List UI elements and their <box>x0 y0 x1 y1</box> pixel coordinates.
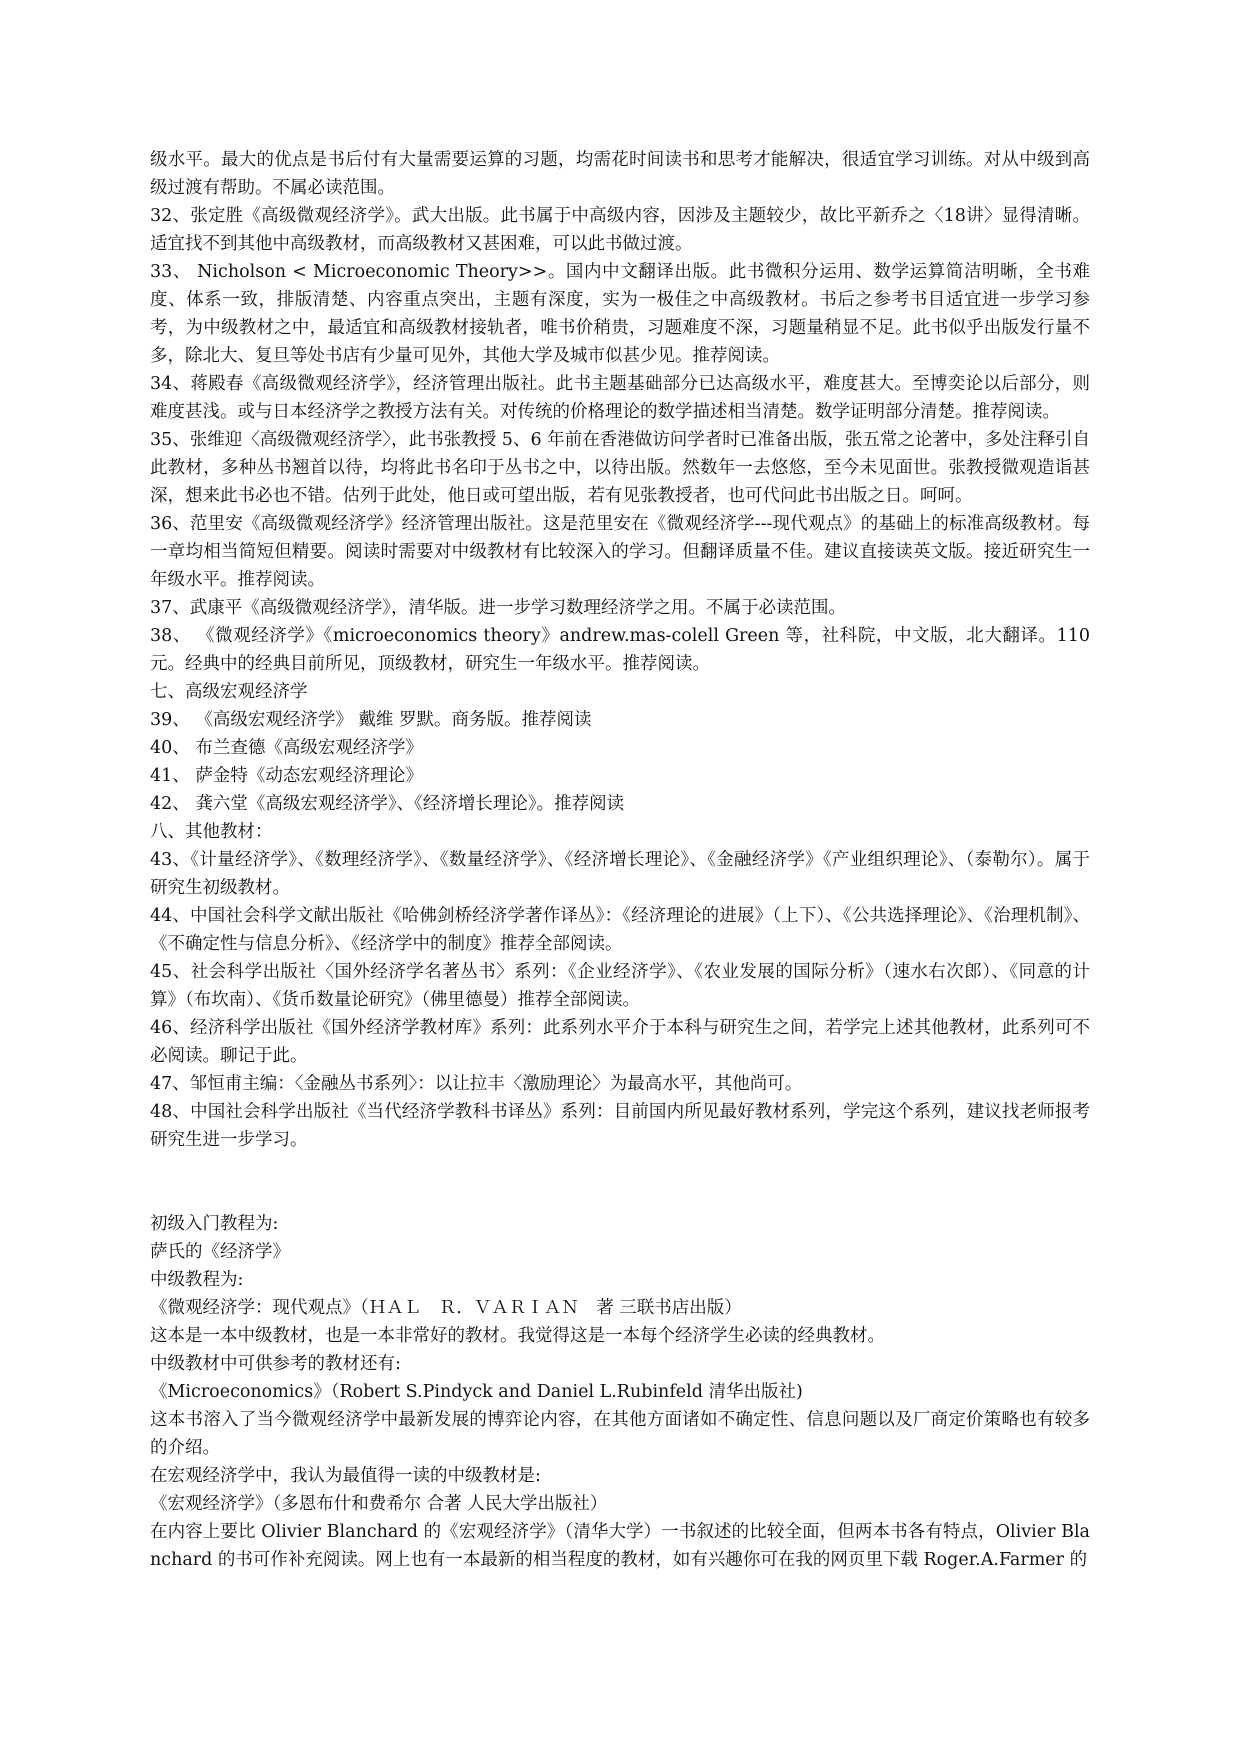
paragraph: 在宏观经济学中，我认为最值得一读的中级教材是: <box>150 1466 541 1486</box>
paragraph: 44、中国社会科学文献出版社《哈佛剑桥经济学著作译丛》：《经济理论的进展》（上下）、《公共选择理论》、《治理机制》、《不确定性与信息分析》、《经济学中的制度》推荐全部阅读。 <box>150 906 1090 954</box>
paragraph: 48、中国社会科学出版社《当代经济学教科书译丛》系列：目前国内所见最好教材系列，学完这个系列，建议找老师报考研究生进一步学习。 <box>150 1102 1090 1150</box>
paragraph: 中级教材中可供参考的教材还有: <box>150 1354 401 1374</box>
paragraph: 中级教程为: <box>150 1270 244 1290</box>
paragraph: 45、社会科学出版社〈国外经济学名著丛书〉系列：《企业经济学》、《农业发展的国际分析》（速水右次郎）、《同意的计算》（布坎南）、《货币数量论研究》（佛里德曼）推荐全部阅读。 <box>150 962 1090 1010</box>
section-gap <box>150 1154 1090 1210</box>
paragraph: 35、张维迎〈高级微观经济学〉，此书张教授 5、6 年前在香港做访问学者时已准备出版，张五常之论著中，多处注释引自此教材，多种丛书翘首以待，均将此书名印于丛书之中，以待出版。然数年一去悠悠，至今未见面世。张教授微观造诣甚深，想来此书必也不错。估列于此处，他日或可望出版，若有见张教授者，也可代问此书出版之日。呵呵。 <box>150 430 1090 506</box>
paragraph: 初级入门教程为: <box>150 1214 279 1234</box>
paragraph: 萨氏的《经济学》 <box>150 1242 290 1262</box>
section-heading: 七、高级宏观经济学 <box>150 682 308 702</box>
paragraph: 37、武康平《高级微观经济学》，清华版。进一步学习数理经济学之用。不属于必读范围。 <box>150 598 847 618</box>
paragraph: 这本是一本中级教材，也是一本非常好的教材。我觉得这是一本每个经济学生必读的经典教材。 <box>150 1326 885 1346</box>
paragraph: 34、蒋殿春《高级微观经济学》，经济管理出版社。此书主题基础部分已达高级水平，难度甚大。至博奕论以后部分，则难度甚浅。或与日本经济学之教授方法有关。对传统的价格理论的数学描述相当清楚。数学证明部分清楚。推荐阅读。 <box>150 374 1090 422</box>
paragraph: 33、 Nicholson < Microeconomic Theory>>。国内中文翻译出版。此书微积分运用、数学运算简洁明晰，全书难度、体系一致，排版清楚、内容重点突出，主题有深度，实为一极佳之中高级教材。书后之参考书目适宜进一步学习参考，为中级教材之中，最适宜和高级教材接轨者，唯书价稍贵，习题难度不深，习题量稍显不足。此书似乎出版发行量不多，除北大、复旦等处书店有少量可见外，其他大学及城市似甚少见。推荐阅读。 <box>150 262 1090 366</box>
paragraph: 39、 《高级宏观经济学》 戴维 罗默。商务版。推荐阅读 <box>150 710 592 730</box>
paragraph: 40、 布兰查德《高级宏观经济学》 <box>150 738 423 758</box>
paragraph: 级水平。最大的优点是书后付有大量需要运算的习题，均需花时间读书和思考才能解决，很适宜学习训练。对从中级到高级过渡有帮助。不属必读范围。 <box>150 150 1090 198</box>
paragraph: 46、经济科学出版社《国外经济学教材库》系列：此系列水平介于本科与研究生之间，若学完上述其他教材，此系列可不必阅读。聊记于此。 <box>150 1018 1090 1066</box>
document-body <box>150 146 1090 1574</box>
paragraph: 《微观经济学：现代观点》（ＨＡＬ Ｒ．ＶＡＲＩＡＮ 著 三联书店出版） <box>150 1298 742 1318</box>
paragraph: 36、范里安《高级微观经济学》经济管理出版社。这是范里安在《微观经济学---现代观点》的基础上的标准高级教材。每一章均相当简短但精要。阅读时需要对中级教材有比较深入的学习。但翻译质量不佳。建议直接读英文版。接近研究生一年级水平。推荐阅读。 <box>150 514 1090 590</box>
section-heading: 八、其他教材： <box>150 822 273 842</box>
paragraph: 42、 龚六堂《高级宏观经济学》、《经济增长理论》。推荐阅读 <box>150 794 625 814</box>
paragraph: 41、 萨金特《动态宏观经济理论》 <box>150 766 423 786</box>
paragraph: 《Microeconomics》（Robert S.Pindyck and Daniel L.Rubinfeld 清华出版社) <box>150 1382 803 1402</box>
paragraph: 这本书溶入了当今微观经济学中最新发展的博弈论内容，在其他方面诸如不确定性、信息问题以及厂商定价策略也有较多的介绍。 <box>150 1410 1090 1458</box>
paragraph: 47、邹恒甫主编：〈金融丛书系列〉：以让拉丰〈激励理论〉为最高水平，其他尚可。 <box>150 1074 803 1094</box>
paragraph: 《宏观经济学》（多恩布什和费希尔 合著 人民大学出版社） <box>150 1494 608 1514</box>
paragraph: 43、《计量经济学》、《数理经济学》、《数量经济学》、《经济增长理论》、《金融经济学》《产业组织理论》、（泰勒尔）。属于研究生初级教材。 <box>150 850 1090 898</box>
paragraph: 在内容上要比 Olivier Blanchard 的《宏观经济学》（清华大学）一书叙述的比较全面，但两本书各有特点，Olivier Blanchard 的书可作补充阅读。网上也有一本最新的相当程度的教材，如有兴趣你可在我的网页里下载 Roger.A.Farmer 的 <box>150 1522 1090 1570</box>
paragraph: 32、张定胜《高级微观经济学》。武大出版。此书属于中高级内容，因涉及主题较少，故比平新乔之〈18讲〉显得清晰。适宜找不到其他中高级教材，而高级教材又甚困难，可以此书做过渡。 <box>150 206 1090 254</box>
paragraph: 38、 《微观经济学》《microeconomics theory》andrew.mas-colell Green 等，社科院，中文版，北大翻译。110 元。经典中的经典目前所见，顶级教材，研究生一年级水平。推荐阅读。 <box>150 626 1090 674</box>
